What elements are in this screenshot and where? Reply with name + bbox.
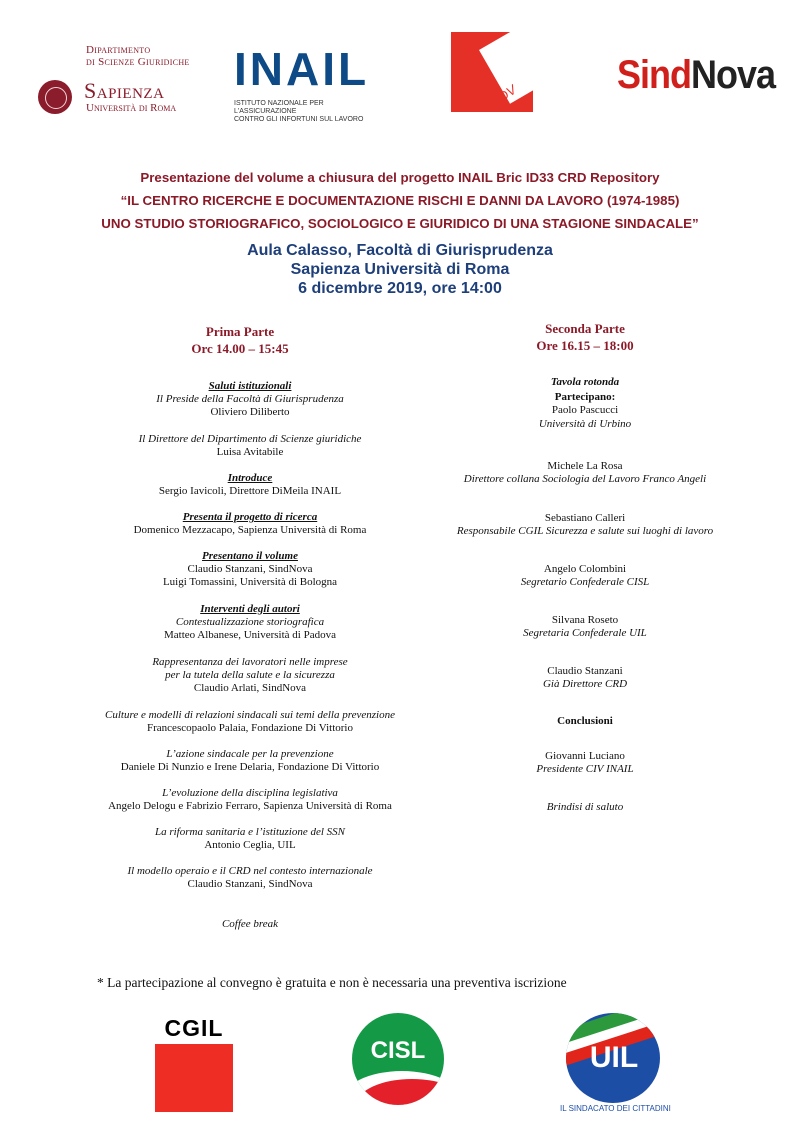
sindnova-logo: SindNova: [617, 51, 776, 97]
interventi-block: Interventi degli autori Contestualizzazione storiografica Matteo Albanese, Università di Padova: [164, 603, 336, 642]
sapienza-seal-icon: [38, 80, 72, 114]
sapienza-logo: [38, 42, 208, 122]
title-line-1: Presentazione del volume a chiusura del progetto INAIL Bric ID33 CRD Repository: [140, 170, 660, 185]
cgil-red-square: [155, 1044, 233, 1112]
inail-logo: [234, 43, 374, 124]
participant-4: Angelo Colombini Segretario Confederale CISL: [520, 563, 650, 589]
fdv-label: FDV: [489, 81, 519, 110]
participant-2: Michele La Rosa Direttore collana Sociologia del Lavoro Franco Angeli: [463, 460, 707, 486]
venue-room: Aula Calasso, Facoltà di Giurisprudenza: [247, 242, 553, 259]
sapienza-name: Sapienza: [84, 78, 165, 103]
part1-heading: Prima Parte Orc 14.00 – 15:45: [191, 324, 289, 356]
uil-logo: UIL IL SINDACATO DEI CITTADINI: [560, 1005, 680, 1115]
part1-program: [30, 380, 470, 940]
coffee-break: Coffee break: [221, 918, 279, 930]
sapienza-department: Dipartimento di Scienze Giuridiche: [86, 44, 190, 68]
venue-university: Sapienza Università di Roma: [290, 261, 510, 278]
conclusioni-speaker: Giovanni Luciano Presidente CIV INAIL: [536, 750, 634, 776]
participation-note: * La partecipazione al convegno è gratuita e non è necessaria una preventiva iscrizione: [97, 975, 567, 990]
inail-wordmark: INAIL: [234, 43, 370, 95]
sapienza-city: Università di Roma: [86, 102, 177, 114]
presenta-block: Presenta il progetto di ricerca Domenico Mezzacapo, Sapienza Università di Roma: [133, 511, 367, 537]
brindisi: Brindisi di saluto: [546, 801, 624, 813]
participant-6: Claudio Stanzani Già Direttore CRD: [542, 665, 628, 691]
uil-caption: IL SINDACATO DEI CITTADINI: [560, 1104, 671, 1113]
part2-program: [430, 376, 740, 826]
participant-5: Silvana Roseto Segretaria Confederale UIL: [523, 614, 647, 640]
intervento-3: Culture e modelli di relazioni sindacali sui temi della prevenzione Francescopaolo Palaia, Fondazione Di Vittorio: [105, 709, 395, 735]
intervento-5: L’evoluzione della disciplina legislativa Angelo Delogu e Fabrizio Ferraro, Sapienza Università di Roma: [108, 787, 392, 813]
introduce-block: Introduce Sergio Iavicoli, Direttore DiMeila INAIL: [158, 472, 342, 498]
conclusioni-heading: Conclusioni: [557, 715, 613, 727]
intervento-2: Rappresentanza dei lavoratori nelle imprese per la tutela della salute e la sicurezza Claudio Arlati, SindNova: [152, 656, 348, 695]
intervento-4: L’azione sindacale per la prevenzione Daniele Di Nunzio e Irene Delaria, Fondazione Di Vittorio: [120, 748, 380, 774]
tavola-block: Tavola rotonda Partecipano: Paolo Pascucci Università di Urbino: [538, 376, 632, 430]
participant-3: Sebastiano Calleri Responsabile CGIL Sicurezza e salute sui luoghi di lavoro: [456, 512, 714, 538]
cgil-logo: CGIL: [155, 1016, 233, 1112]
title-line-3: UNO STUDIO STORIOGRAFICO, SOCIOLOGICO E GIURIDICO DI UNA STAGIONE SINDACALE”: [101, 216, 699, 231]
cisl-logo: CISL: [352, 1013, 444, 1105]
intervento-6: La riforma sanitaria e l’istituzione del SSN Antonio Ceglia, UIL: [154, 826, 346, 852]
venue-date: 6 dicembre 2019, ore 14:00: [298, 280, 502, 297]
direttore-block: Il Direttore del Dipartimento di Scienze giuridiche Luisa Avitabile: [138, 433, 362, 459]
inail-subtitle: ISTITUTO NAZIONALE PER L'ASSICURAZIONE CONTRO GLI INFORTUNI SUL LAVORO: [234, 100, 364, 123]
part2-heading: Seconda Parte Ore 16.15 – 18:00: [536, 321, 634, 353]
presentano-block: Presentano il volume Claudio Stanzani, SindNova Luigi Tomassini, Università di Bologna: [162, 550, 338, 589]
intervento-7: Il modello operaio e il CRD nel contesto internazionale Claudio Stanzani, SindNova: [127, 865, 373, 891]
fdv-logo: [451, 32, 533, 112]
saluti-block: Saluti istituzionali Il Preside della Facoltà di Giurisprudenza Oliviero Diliberto: [156, 380, 344, 419]
title-line-2: “IL CENTRO RICERCHE E DOCUMENTAZIONE RISCHI E DANNI DA LAVORO (1974-1985): [120, 193, 680, 208]
